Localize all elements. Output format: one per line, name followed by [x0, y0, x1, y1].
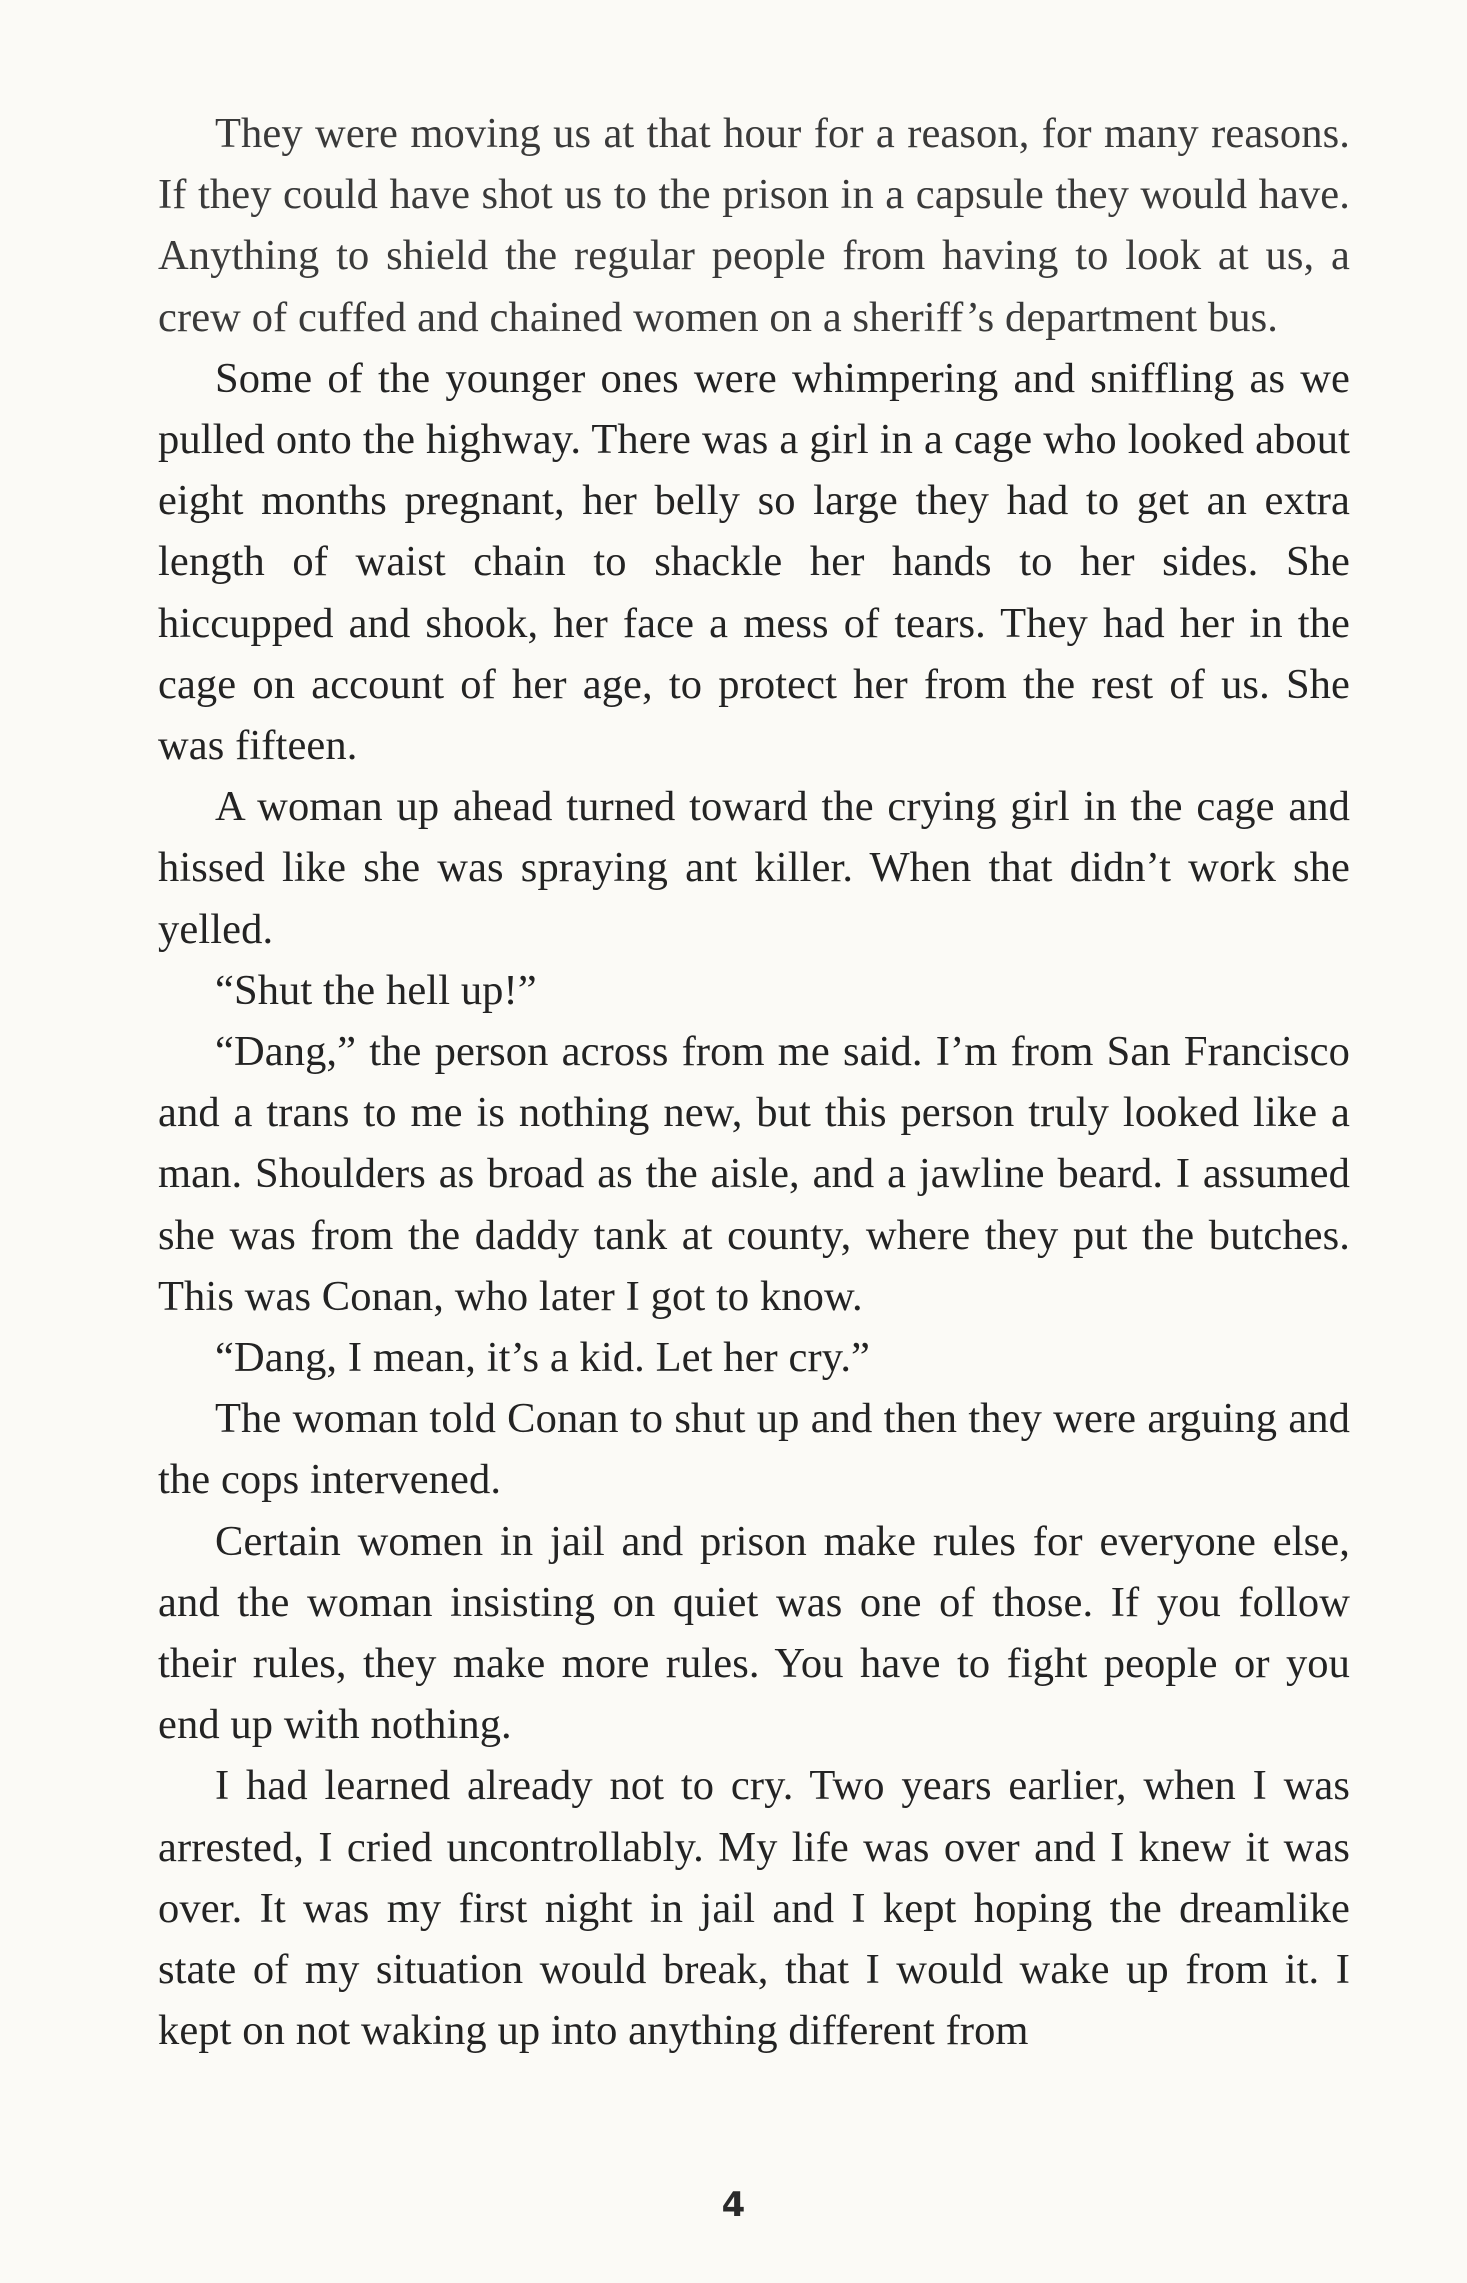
body-text — [158, 103, 1350, 2062]
paragraph: “Shut the hell up!” — [215, 966, 537, 1014]
paragraph: “Dang, I mean, it’s a kid. Let her cry.” — [215, 1334, 871, 1382]
paragraph: They were moving us at that hour for a reason, for many reasons. If they could have shot us to the prison in a capsule they would have. Anything to shield the regular people from having to look at us, a crew of cuffed and chained women on a sheriff’s department bus. — [158, 110, 1350, 341]
paragraph: I had learned already not to cry. Two years earlier, when I was arrested, I cried uncontrollably. My life was over and I knew it was over. It was my first night in jail and I kept hoping the dreamlike state of my situation would break, that I would wake up from it. I kept on not waking up into anything different from — [158, 1762, 1350, 2055]
paragraph: Certain women in jail and prison make rules for everyone else, and the woman insisting on quiet was one of those. If you follow their rules, they make more rules. You have to fight people or you end up with nothing. — [158, 1517, 1350, 1749]
paragraph: The woman told Conan to shut up and then they were arguing and the cops intervened. — [158, 1395, 1350, 1504]
page-number: 4 — [721, 2185, 746, 2225]
paragraph: A woman up ahead turned toward the crying girl in the cage and hissed like she was spraying ant killer. When that didn’t work she yelled. — [158, 783, 1350, 953]
paragraph: Some of the younger ones were whimpering and sniffling as we pulled onto the highway. There was a girl in a cage who looked about eight months pregnant, her belly so large they had to get an extra length of waist chain to shackle her hands to her sides. She hiccupped and shook, her face a mess of tears. They had her in the cage on account of her age, to protect her from the rest of us. She was fifteen. — [158, 354, 1350, 770]
paragraph: “Dang,” the person across from me said. I’m from San Francisco and a trans to me is nothing new, but this person truly looked like a man. Shoulders as broad as the aisle, and a jawline beard. I assumed she was from the daddy tank at county, where they put the butches. This was Conan, who later I got to know. — [158, 1028, 1350, 1320]
